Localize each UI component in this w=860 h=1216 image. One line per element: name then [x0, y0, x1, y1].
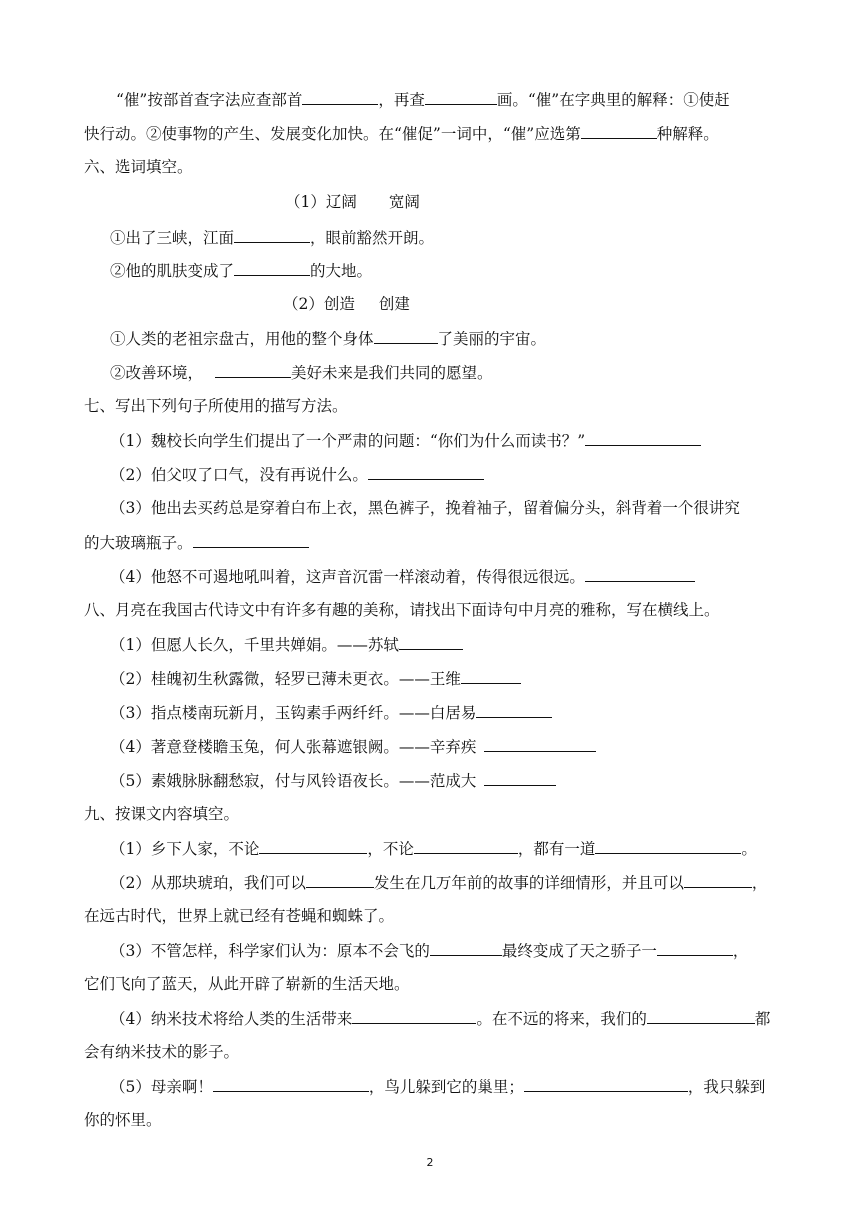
q8-item [110, 701, 552, 724]
section-7-title: 七、写出下列句子所使用的描写方法。 [84, 397, 348, 415]
item-text: （5）素娥脉脉翻愁寂，付与风铃语夜长。——范成大 [110, 772, 477, 790]
q9-item-cont: 它们飞向了蓝天，从此开辟了崭新的生活天地。 [84, 975, 410, 993]
q9-item [110, 939, 748, 962]
answer-blank[interactable] [193, 531, 309, 548]
answer-blank[interactable] [476, 701, 552, 718]
item-text: 都 [754, 1010, 771, 1028]
word-option: 创建 [378, 295, 410, 313]
q8-item [110, 769, 556, 792]
q6-word-group-2 [283, 293, 410, 315]
answer-blank[interactable] [484, 769, 556, 786]
q7-item: （3）他出去买药总是穿着白布上衣，黑色裤子，挽着袖子，留着偏分头，斜背着一个很讲究 [110, 499, 740, 517]
item-text: （2）伯父叹了口气，没有再说什么。 [110, 466, 368, 484]
answer-blank[interactable] [399, 633, 463, 650]
section-6-title: 六、选词填空。 [84, 158, 193, 176]
answer-blank[interactable] [524, 1075, 688, 1092]
item-text: 最终变成了天之骄子一 [501, 942, 657, 960]
answer-blank[interactable] [425, 88, 497, 105]
answer-blank[interactable] [430, 939, 502, 956]
answer-blank[interactable] [368, 463, 484, 480]
q8-item [110, 735, 596, 758]
answer-blank[interactable] [259, 837, 367, 854]
q8-item [110, 633, 463, 656]
q7-item [110, 565, 695, 588]
q9-item-cont: 在远古时代，世界上就已经有苍蝇和蜘蛛了。 [84, 907, 395, 925]
q6-sentence [110, 361, 493, 384]
q5-text: 快行动。②使事物的产生、发展变化加快。在“催促”一词中，“催”应选第 [84, 125, 581, 143]
item-text: （1）乡下人家，不论 [110, 840, 260, 858]
item-text: 。 [741, 840, 757, 858]
word-option: （2）创造 [283, 295, 355, 313]
q9-item-cont: 会有纳米技术的影子。 [84, 1043, 240, 1061]
q5-text: “催”按部首查字法应查部首 [116, 91, 303, 109]
answer-blank[interactable] [213, 1075, 369, 1092]
q7-item [110, 429, 701, 452]
item-text: （4）他怒不可遏地吼叫着，这声音沉雷一样滚动着，传得很远很远。 [110, 568, 585, 586]
answer-blank[interactable] [657, 939, 733, 956]
item-text: （2）从那块琥珀，我们可以 [110, 874, 306, 892]
answer-blank[interactable] [647, 1007, 755, 1024]
q9-item-cont: 你的怀里。 [84, 1111, 162, 1129]
item-text: （3）不管怎样，科学家们认为：原本不会飞的 [110, 942, 430, 960]
answer-blank[interactable] [234, 226, 310, 243]
item-text: （4）纳米技术将给人类的生活带来 [110, 1010, 353, 1028]
q9-item [110, 1007, 770, 1030]
q6-sentence [110, 327, 546, 350]
item-text: （4）著意登楼瞻玉兔，何人张幕遮银阙。——辛弃疾 [110, 738, 477, 756]
sentence-text: ②他的肌肤变成了 [110, 262, 235, 280]
q5-text: 画。“催”在字典里的解释：①使赶 [496, 91, 730, 109]
q6-sentence [110, 259, 372, 282]
item-text: ，不论 [367, 840, 414, 858]
answer-blank[interactable] [484, 735, 596, 752]
item-text: ， [732, 942, 749, 960]
answer-blank[interactable] [684, 871, 752, 888]
item-text: 。在不远的将来，我们的 [476, 1010, 647, 1028]
answer-blank[interactable] [414, 837, 518, 854]
answer-blank[interactable] [215, 361, 291, 378]
item-text: （2）桂魄初生秋露微，轻罗已薄未更衣。——王维 [110, 670, 461, 688]
q9-item [110, 871, 767, 894]
q5-text: 种解释。 [656, 125, 719, 143]
sentence-text: ，眼前豁然开朗。 [310, 229, 435, 247]
q5-line-1 [116, 88, 730, 111]
answer-blank[interactable] [374, 327, 438, 344]
q6-sentence [110, 226, 434, 249]
item-text: （3）指点楼南玩新月，玉钩素手两纤纤。——白居易 [110, 704, 477, 722]
answer-blank[interactable] [581, 122, 657, 139]
item-text: ，我只躲到 [687, 1078, 766, 1096]
answer-blank[interactable] [585, 429, 701, 446]
word-option: （1）辽阔 [285, 193, 357, 211]
section-9-title: 九、按课文内容填空。 [84, 805, 240, 823]
q5-text: ，再查 [378, 91, 425, 109]
sentence-text: ②改善环境， [110, 364, 204, 382]
q8-item [110, 667, 521, 690]
item-text: （5）母亲啊！ [110, 1078, 213, 1096]
answer-blank[interactable] [306, 871, 374, 888]
answer-blank[interactable] [302, 88, 378, 105]
answer-blank[interactable] [461, 667, 521, 684]
item-text: 的大玻璃瓶子。 [84, 534, 193, 552]
item-text: ，鸟儿躲到它的巢里； [368, 1078, 524, 1096]
page-number: 2 [426, 1156, 434, 1169]
q7-item-cont [84, 531, 309, 554]
answer-blank[interactable] [234, 259, 310, 276]
q9-item [110, 1075, 765, 1098]
item-text: （1）魏校长向学生们提出了一个严肃的问题：“你们为什么而读书？” [110, 432, 586, 450]
item-text: ，都有一道 [517, 840, 596, 858]
sentence-text: ①人类的老祖宗盘古，用他的整个身体 [110, 330, 374, 348]
item-text: ， [751, 874, 768, 892]
word-option: 宽阔 [388, 193, 420, 211]
section-8-title: 八、月亮在我国古代诗文中有许多有趣的美称，请找出下面诗句中月亮的雅称，写在横线上。 [84, 601, 720, 619]
answer-blank[interactable] [585, 565, 695, 582]
sentence-text: 了美丽的宇宙。 [437, 330, 547, 348]
q7-item [110, 463, 484, 486]
q5-line-2 [84, 122, 719, 145]
q6-word-group-1 [285, 191, 420, 213]
item-text: （1）但愿人长久，千里共婵娟。——苏轼 [110, 636, 399, 654]
sentence-text: ①出了三峡，江面 [110, 229, 235, 247]
item-text: 发生在几万年前的故事的详细情形，并且可以 [373, 874, 684, 892]
answer-blank[interactable] [352, 1007, 476, 1024]
sentence-text: 的大地。 [310, 262, 373, 280]
sentence-text: 美好未来是我们共同的愿望。 [291, 364, 493, 382]
q9-item [110, 837, 757, 860]
answer-blank[interactable] [595, 837, 741, 854]
